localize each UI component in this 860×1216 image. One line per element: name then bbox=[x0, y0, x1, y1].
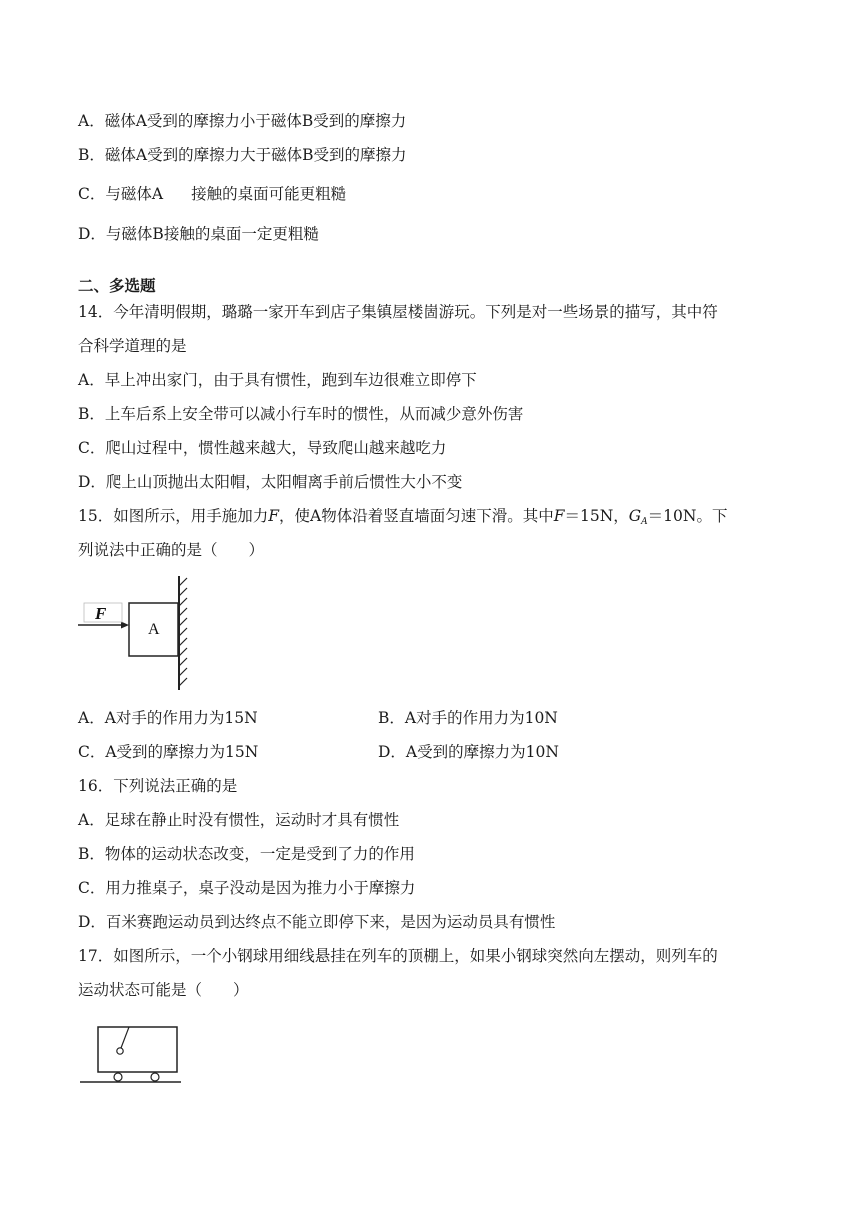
section-heading: 二、多选题 bbox=[78, 277, 156, 295]
train-wheel-right bbox=[151, 1073, 159, 1081]
q13-option-c bbox=[78, 184, 346, 204]
q17-stem-line2: 运动状态可能是（ ） bbox=[78, 981, 249, 999]
q15-stem-line1 bbox=[78, 506, 727, 532]
q15-option-c: C．A受到的摩擦力为15N bbox=[78, 743, 259, 761]
q17-figure bbox=[78, 1024, 188, 1088]
q16-option-d: D．百米赛跑运动员到达终点不能立即停下来，是因为运动员具有惯性 bbox=[78, 913, 556, 931]
q14-stem-line2: 合科学道理的是 bbox=[78, 337, 187, 355]
q15-stem-mid: ，使A物体沿着竖直墙面匀速下滑。其中 bbox=[279, 507, 554, 525]
q16-option-b: B．物体的运动状态改变，一定是受到了力的作用 bbox=[78, 845, 415, 863]
q15-stem-g: G bbox=[628, 507, 642, 525]
q15-stem-f2: F bbox=[553, 507, 565, 525]
block-label: A bbox=[148, 621, 160, 638]
train-car bbox=[98, 1027, 177, 1072]
wall-hatching bbox=[179, 578, 187, 686]
q15-option-b: B．A对手的作用力为10N bbox=[378, 709, 558, 727]
q14-stem-line1: 14．今年清明假期，璐璐一家开车到店子集镇屋楼崮游玩。下列是对一些场景的描写，其中符 bbox=[78, 303, 718, 321]
q15-stem-pre: 15．如图所示，用手施加力 bbox=[78, 507, 269, 525]
q13-option-d: D．与磁体B接触的桌面一定更粗糙 bbox=[78, 225, 319, 243]
q13-option-a: A．磁体A受到的摩擦力小于磁体B受到的摩擦力 bbox=[78, 112, 407, 130]
q17-stem-line1: 17．如图所示，一个小钢球用细线悬挂在列车的顶棚上，如果小钢球突然向左摆动，则列车的 bbox=[78, 947, 718, 965]
q14-option-a: A．早上冲出家门，由于具有惯性，跑到车边很难立即停下 bbox=[78, 371, 477, 389]
q15-option-a: A．A对手的作用力为15N bbox=[78, 709, 258, 727]
train-wheel-left bbox=[114, 1073, 122, 1081]
q15-stem-g-sub: A bbox=[641, 517, 648, 527]
q16-stem: 16．下列说法正确的是 bbox=[78, 777, 238, 795]
q16-option-a: A．足球在静止时没有惯性，运动时才具有惯性 bbox=[78, 811, 400, 829]
q15-stem-line2: 列说法中正确的是（ ） bbox=[78, 541, 265, 559]
q15-option-d: D．A受到的摩擦力为10N bbox=[378, 743, 559, 761]
q13-option-c-part2: 接触的桌面可能更粗糙 bbox=[191, 185, 347, 203]
q14-option-c: C．爬山过程中，惯性越来越大，导致爬山越来越吃力 bbox=[78, 439, 447, 457]
q13-option-c-part1: C．与磁体A bbox=[78, 185, 164, 203]
q15-stem-f: F bbox=[268, 507, 279, 525]
q15-stem-val1: ＝15N， bbox=[564, 507, 629, 525]
q13-option-b: B．磁体A受到的摩擦力大于磁体B受到的摩擦力 bbox=[78, 146, 407, 164]
force-arrow-head bbox=[121, 622, 129, 629]
q15-stem-val2: ＝10N。下 bbox=[647, 507, 728, 525]
force-label: F bbox=[95, 604, 107, 623]
q16-option-c: C．用力推桌子，桌子没动是因为推力小于摩擦力 bbox=[78, 879, 416, 897]
pendulum-ball bbox=[117, 1048, 123, 1054]
q14-option-d: D．爬上山顶抛出太阳帽，太阳帽离手前后惯性大小不变 bbox=[78, 473, 463, 491]
q14-option-b: B．上车后系上安全带可以减小行车时的惯性，从而减少意外伤害 bbox=[78, 405, 524, 423]
q15-figure bbox=[76, 574, 196, 694]
